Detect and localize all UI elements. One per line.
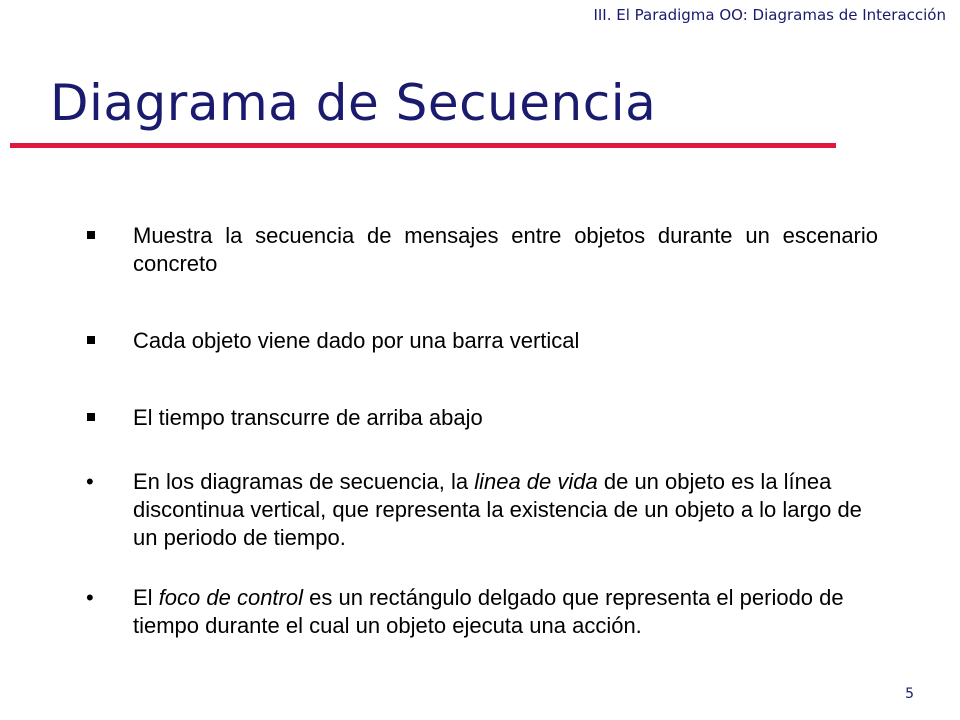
bullet-text: El tiempo transcurre de arriba abajo <box>133 405 483 430</box>
bullet-text-post: de un objeto es la línea discontinua vertical, que representa la existencia de un objeto a lo largo de un periodo de tiempo. <box>133 469 862 550</box>
bullet-text: Cada objeto viene dado por una barra vertical <box>133 328 580 353</box>
dot-bullet-icon: • <box>86 585 94 610</box>
bullet-text-pre: En los diagramas de secuencia, la <box>133 469 475 494</box>
slide-title: Diagrama de Secuencia <box>50 74 657 132</box>
bullet-text <box>133 584 878 640</box>
dot-bullet-icon: • <box>86 469 94 494</box>
bullet-text <box>133 468 878 552</box>
bullet-text-pre: El <box>133 585 159 610</box>
page-number: 5 <box>905 686 914 702</box>
bullet-text-emphasis: linea de vida <box>474 469 598 494</box>
title-underline <box>10 143 836 148</box>
section-header: III. El Paradigma OO: Diagramas de Interacción <box>593 6 946 24</box>
bullet-text: Muestra la secuencia de mensajes entre objetos durante un escenario concreto <box>133 223 878 276</box>
bullet-text-emphasis: foco de control <box>158 585 303 610</box>
bullet-text-post: es un rectángulo delgado que representa el periodo de tiempo durante el cual un objeto ejecuta una acción. <box>133 585 844 638</box>
